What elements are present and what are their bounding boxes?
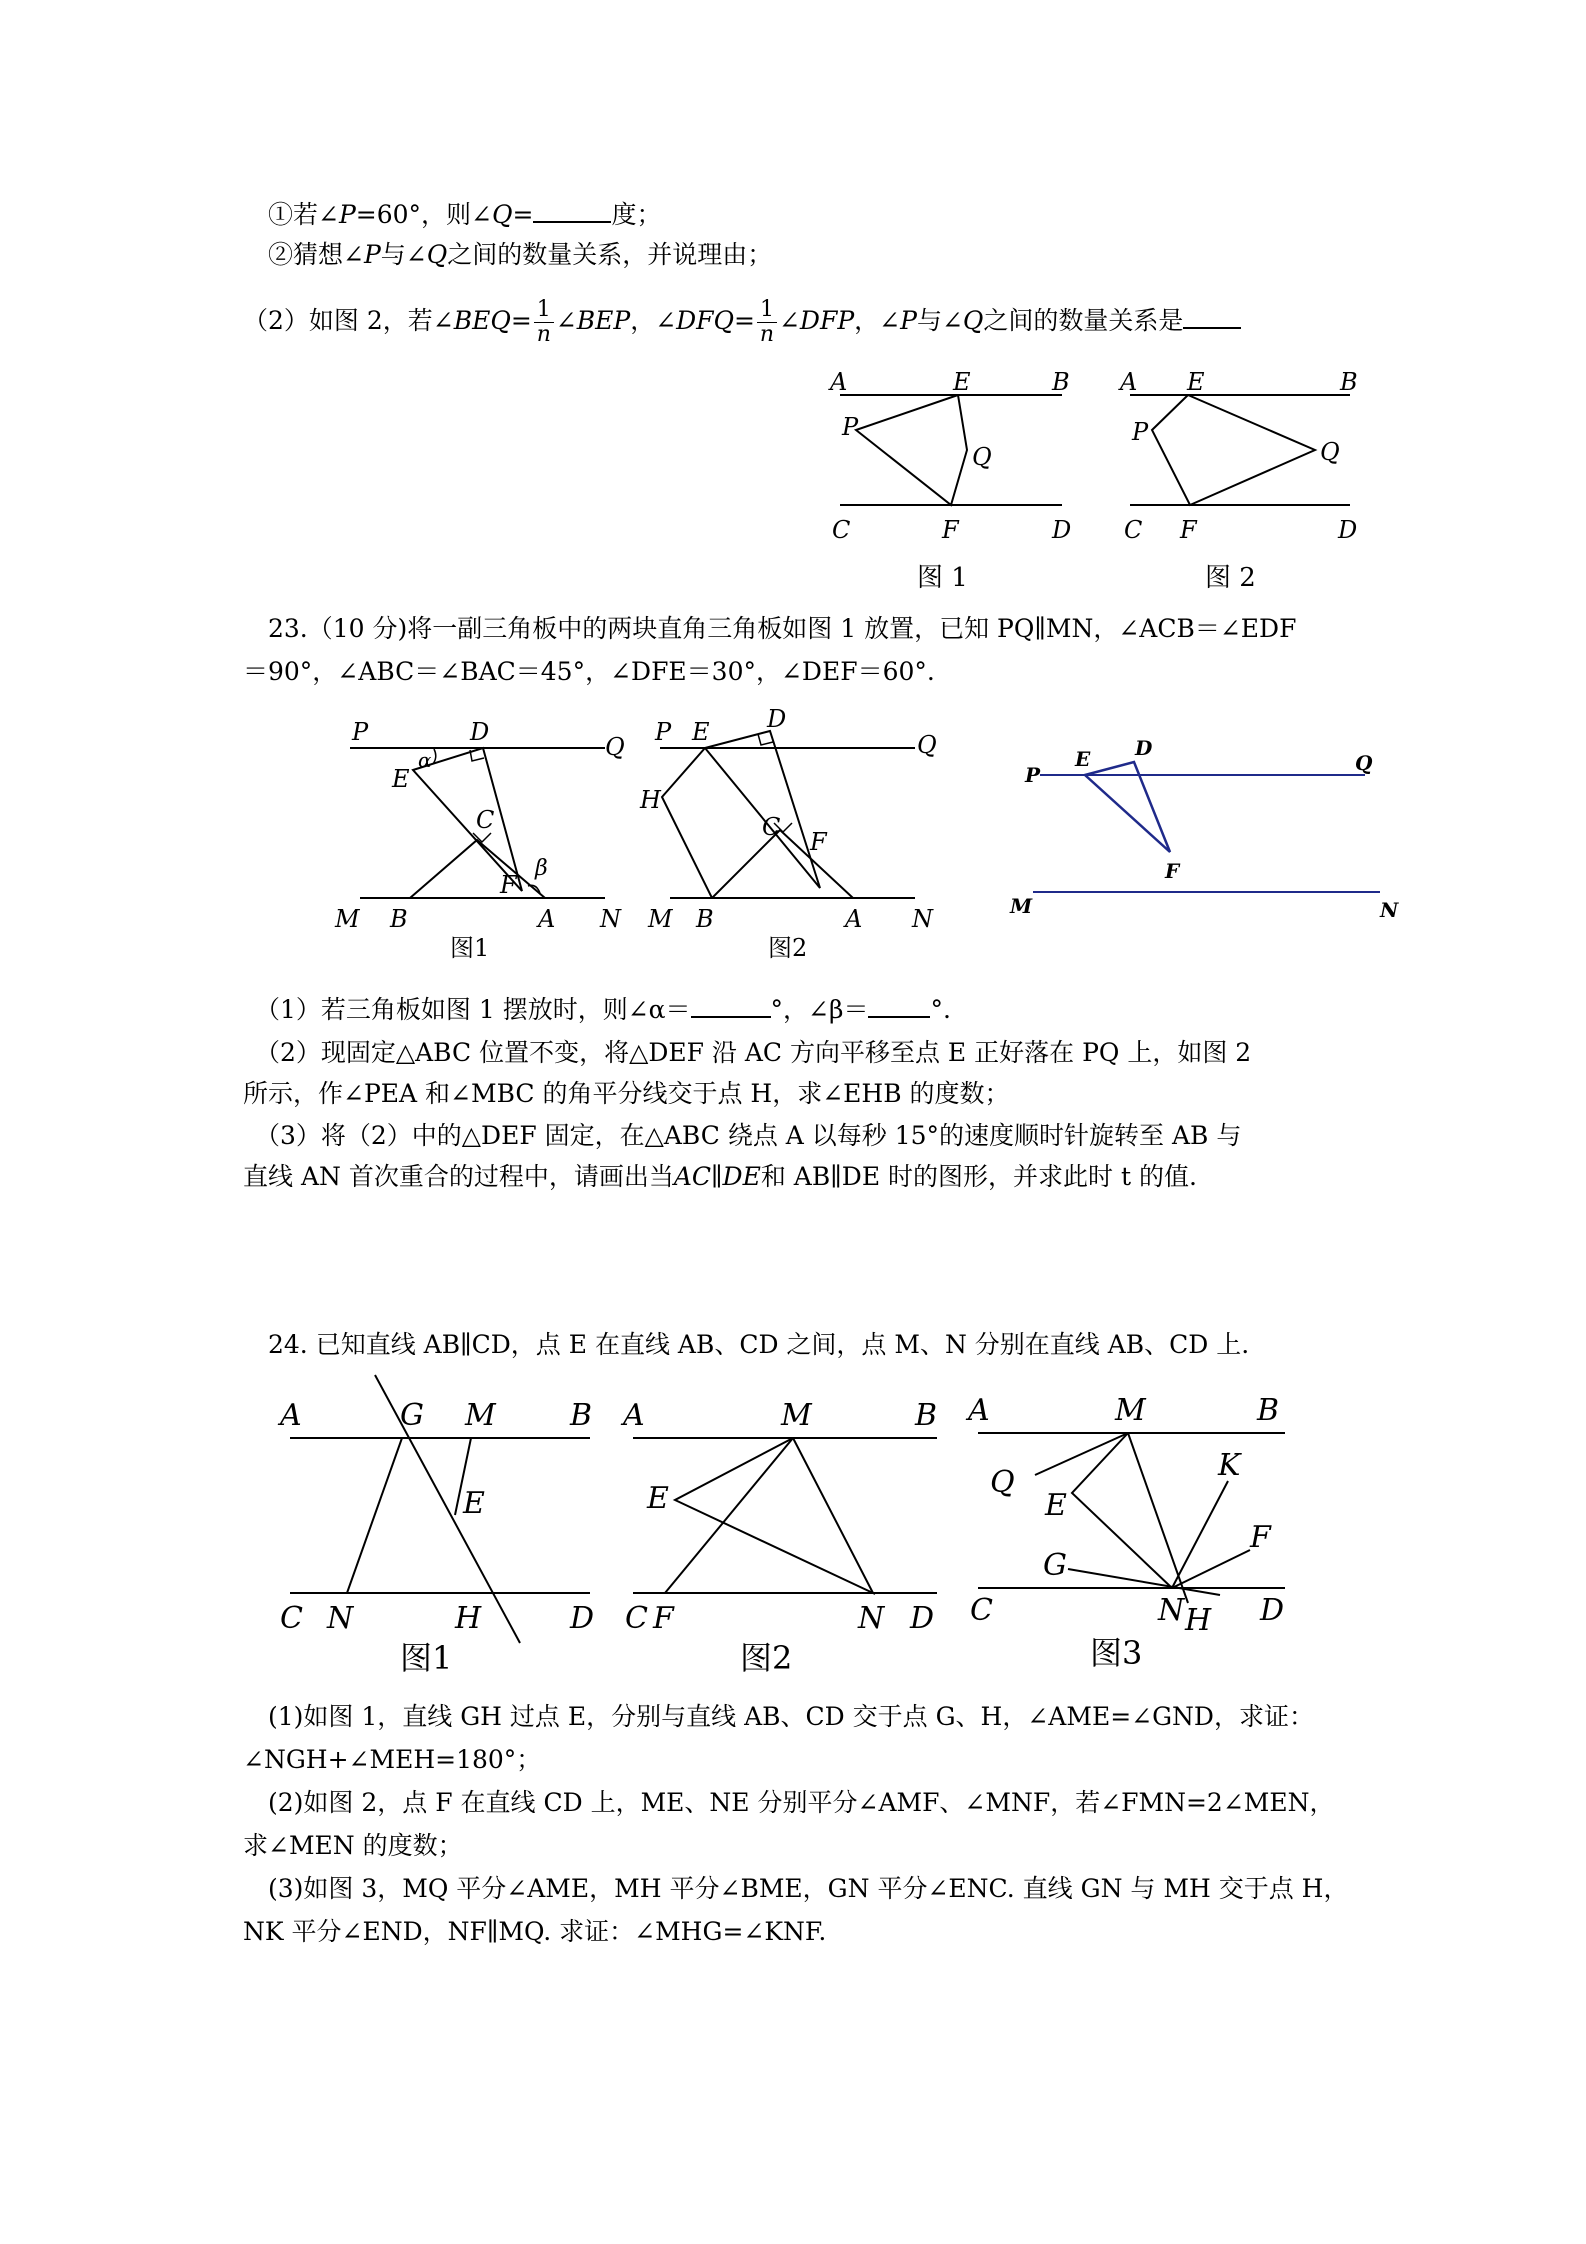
label-f: F (942, 516, 959, 544)
label-alpha: α (418, 748, 432, 772)
label-f: F (1165, 859, 1180, 883)
label-f: F (1180, 516, 1197, 544)
label-e: E (463, 1486, 485, 1521)
label-c: C (762, 813, 781, 841)
label-f: F (810, 828, 827, 856)
label-n: N (600, 905, 621, 933)
label-f: F (653, 1601, 674, 1636)
line-mf (665, 1438, 793, 1593)
label-a: A (623, 1398, 645, 1433)
label-b: B (390, 905, 408, 933)
label-e: E (953, 368, 971, 396)
q23-figure-1 (330, 715, 630, 945)
label-k: K (1218, 1448, 1241, 1483)
label-a: A (1120, 368, 1138, 396)
label-e: E (647, 1481, 669, 1516)
q23-stem-line-2: ＝90°，∠ABC＝∠BAC＝45°，∠DFE＝30°，∠DEF＝60°. (243, 657, 935, 686)
label-g: G (1043, 1548, 1067, 1583)
fraction-1-over-n-2: $\frac{1}{n}$ (757, 298, 777, 347)
label-p: P (842, 413, 859, 441)
label-h: H (455, 1601, 482, 1636)
label-h: H (640, 786, 661, 814)
label-c: C (1124, 516, 1143, 544)
angle-men (1072, 1433, 1172, 1588)
label-d: D (470, 718, 490, 746)
label-f: F (1250, 1520, 1271, 1555)
label-q: Q (605, 733, 625, 761)
label-e: E (692, 718, 710, 746)
label-a: A (280, 1398, 302, 1433)
label-p: P (655, 718, 672, 746)
line-gn (347, 1438, 402, 1593)
label-m: M (465, 1398, 496, 1433)
ray-nk (1172, 1481, 1228, 1588)
label-e: E (1187, 368, 1205, 396)
label-m: M (1115, 1393, 1146, 1428)
q22-figure-1 (820, 360, 1080, 550)
q24-fig2-caption: 图2 (740, 1639, 793, 1677)
label-n: N (858, 1601, 885, 1636)
q23-figure-2 (640, 705, 960, 945)
label-c: C (832, 516, 851, 544)
label-d: D (1260, 1593, 1285, 1628)
q23-stem-line-1: 23.（10 分)将一副三角板中的两块直角三角板如图 1 放置，已知 PQ∥MN，∠ACB＝∠EDF (268, 614, 1297, 643)
label-b: B (1052, 368, 1070, 396)
label-n: N (1158, 1593, 1185, 1628)
answer-blank-beta (868, 990, 930, 1018)
triangle-def (705, 731, 820, 888)
q22-fig1-caption: 图 1 (917, 563, 968, 593)
q24-figure-2 (615, 1380, 955, 1670)
fraction-1-over-n: $\frac{1}{n}$ (534, 298, 554, 347)
q24-fig1-caption: 图1 (400, 1639, 453, 1677)
label-n: N (327, 1601, 354, 1636)
answer-blank (1183, 301, 1241, 329)
label-b: B (570, 1398, 593, 1433)
line-gh (375, 1375, 520, 1643)
label-p: P (1132, 418, 1149, 446)
line-gh (1068, 1569, 1220, 1595)
label-g: G (400, 1398, 424, 1433)
q23-part-3-line-1: （3）将（2）中的△DEF 固定，在△ABC 绕点 A 以每秒 15°的速度顺时针旋转至 AB 与 (255, 1121, 1242, 1150)
q24-part-1-line-1: (1)如图 1，直线 GH 过点 E，分别与直线 AB、CD 交于点 G、H，∠AME=∠GND，求证： (268, 1702, 1314, 1731)
label-b: B (1340, 368, 1358, 396)
q23-fig1-caption: 图1 (450, 934, 490, 962)
label-p: P (1025, 763, 1041, 787)
q23-part-2-line-1: （2）现固定△ABC 位置不变，将△DEF 沿 AC 方向平移至点 E 正好落在 PQ 上，如图 2 (255, 1038, 1252, 1067)
q24-figure-1 (275, 1380, 615, 1670)
q24-part-1-line-2: ∠NGH+∠MEH=180°； (243, 1745, 542, 1774)
label-m: M (335, 905, 360, 933)
label-p: P (352, 718, 369, 746)
label-q: Q (1355, 751, 1373, 775)
label-a: A (845, 905, 863, 933)
q24-part-3-line-1: (3)如图 3，MQ 平分∠AME，MH 平分∠BME，GN 平分∠ENC. 直线 GN 与 MH 交于点 H， (268, 1874, 1349, 1903)
label-n: N (1380, 898, 1399, 922)
q22-line-2: ②猜想∠P与∠Q之间的数量关系，并说理由； (268, 240, 773, 269)
label-b: B (915, 1398, 938, 1433)
label-d: D (1135, 736, 1153, 760)
label-c: C (476, 806, 495, 834)
label-q: Q (917, 731, 937, 759)
label-e: E (1075, 747, 1091, 771)
label-a: A (968, 1393, 990, 1428)
q24-stem: 24. 已知直线 AB∥CD，点 E 在直线 AB、CD 之间，点 M、N 分别在直线 AB、CD 上. (268, 1330, 1250, 1359)
ray-nf (1172, 1550, 1250, 1588)
label-d: D (1338, 516, 1358, 544)
q23-part-1: （1）若三角板如图 1 摆放时，则∠α＝ °，∠β＝ °. (255, 990, 951, 1027)
q23-figure-3 (1010, 730, 1410, 920)
label-e: E (1045, 1488, 1067, 1523)
label-q: Q (990, 1465, 1015, 1500)
q24-part-2-line-2: 求∠MEN 的度数； (243, 1831, 463, 1860)
quadrilateral-pefq (856, 395, 967, 505)
label-c: C (970, 1593, 993, 1628)
label-h: H (1185, 1603, 1212, 1638)
triangle-abc (410, 840, 545, 898)
triangle-abc (712, 830, 853, 898)
label-m: M (1010, 894, 1033, 918)
label-d: D (767, 705, 787, 733)
label-beta: β (535, 856, 548, 881)
label-d: D (570, 1601, 595, 1636)
answer-blank (533, 195, 611, 223)
label-n: N (912, 905, 933, 933)
label-d: D (1052, 516, 1072, 544)
label-f: F (500, 871, 517, 899)
arc-alpha (433, 749, 436, 764)
q24-part-2-line-1: (2)如图 2，点 F 在直线 CD 上，ME、NE 分别平分∠AMF、∠MNF，若∠FMN=2∠MEN， (268, 1788, 1335, 1817)
q24-figure-3 (960, 1375, 1300, 1665)
q23-part-2-line-2: 所示，作∠PEA 和∠MBC 的角平分线交于点 H，求∠EHB 的度数； (243, 1079, 1010, 1108)
label-d: D (910, 1601, 935, 1636)
line-mq (1035, 1433, 1128, 1475)
q22-fig2-caption: 图 2 (1205, 563, 1256, 593)
q22-line-1: ①若∠P=60°，则∠Q= 度； (268, 195, 661, 232)
line-mh (1128, 1433, 1188, 1603)
label-m: M (648, 905, 673, 933)
label-c: C (280, 1601, 303, 1636)
label-m: M (781, 1398, 812, 1433)
label-b: B (696, 905, 714, 933)
q24-part-3-line-2: NK 平分∠END，NF∥MQ. 求证：∠MHG=∠KNF. (243, 1917, 827, 1946)
q23-fig2-caption: 图2 (768, 934, 808, 962)
label-q: Q (972, 443, 992, 471)
label-a: A (538, 905, 556, 933)
label-e: E (392, 765, 410, 793)
label-q: Q (1320, 438, 1340, 466)
label-a: A (830, 368, 848, 396)
bisector-path-h (662, 748, 712, 898)
q22-figure-2 (1110, 360, 1370, 550)
q22-line-3: （2）如图 2，若∠BEQ= $\frac{1}{n}$ ∠BEP，∠DFQ= $\frac{1}{n}$ ∠DFP，∠P与∠Q之间的数量关系是 (243, 298, 1241, 347)
quadrilateral-pefq (1152, 395, 1315, 505)
q24-fig3-caption: 图3 (1090, 1634, 1143, 1672)
answer-blank-alpha (691, 990, 771, 1018)
q23-part-3-line-2: 直线 AN 首次重合的过程中，请画出当AC∥DE和 AB∥DE 时的图形，并求此时 t 的值. (243, 1162, 1197, 1191)
label-b: B (1257, 1393, 1280, 1428)
label-c: C (625, 1601, 648, 1636)
